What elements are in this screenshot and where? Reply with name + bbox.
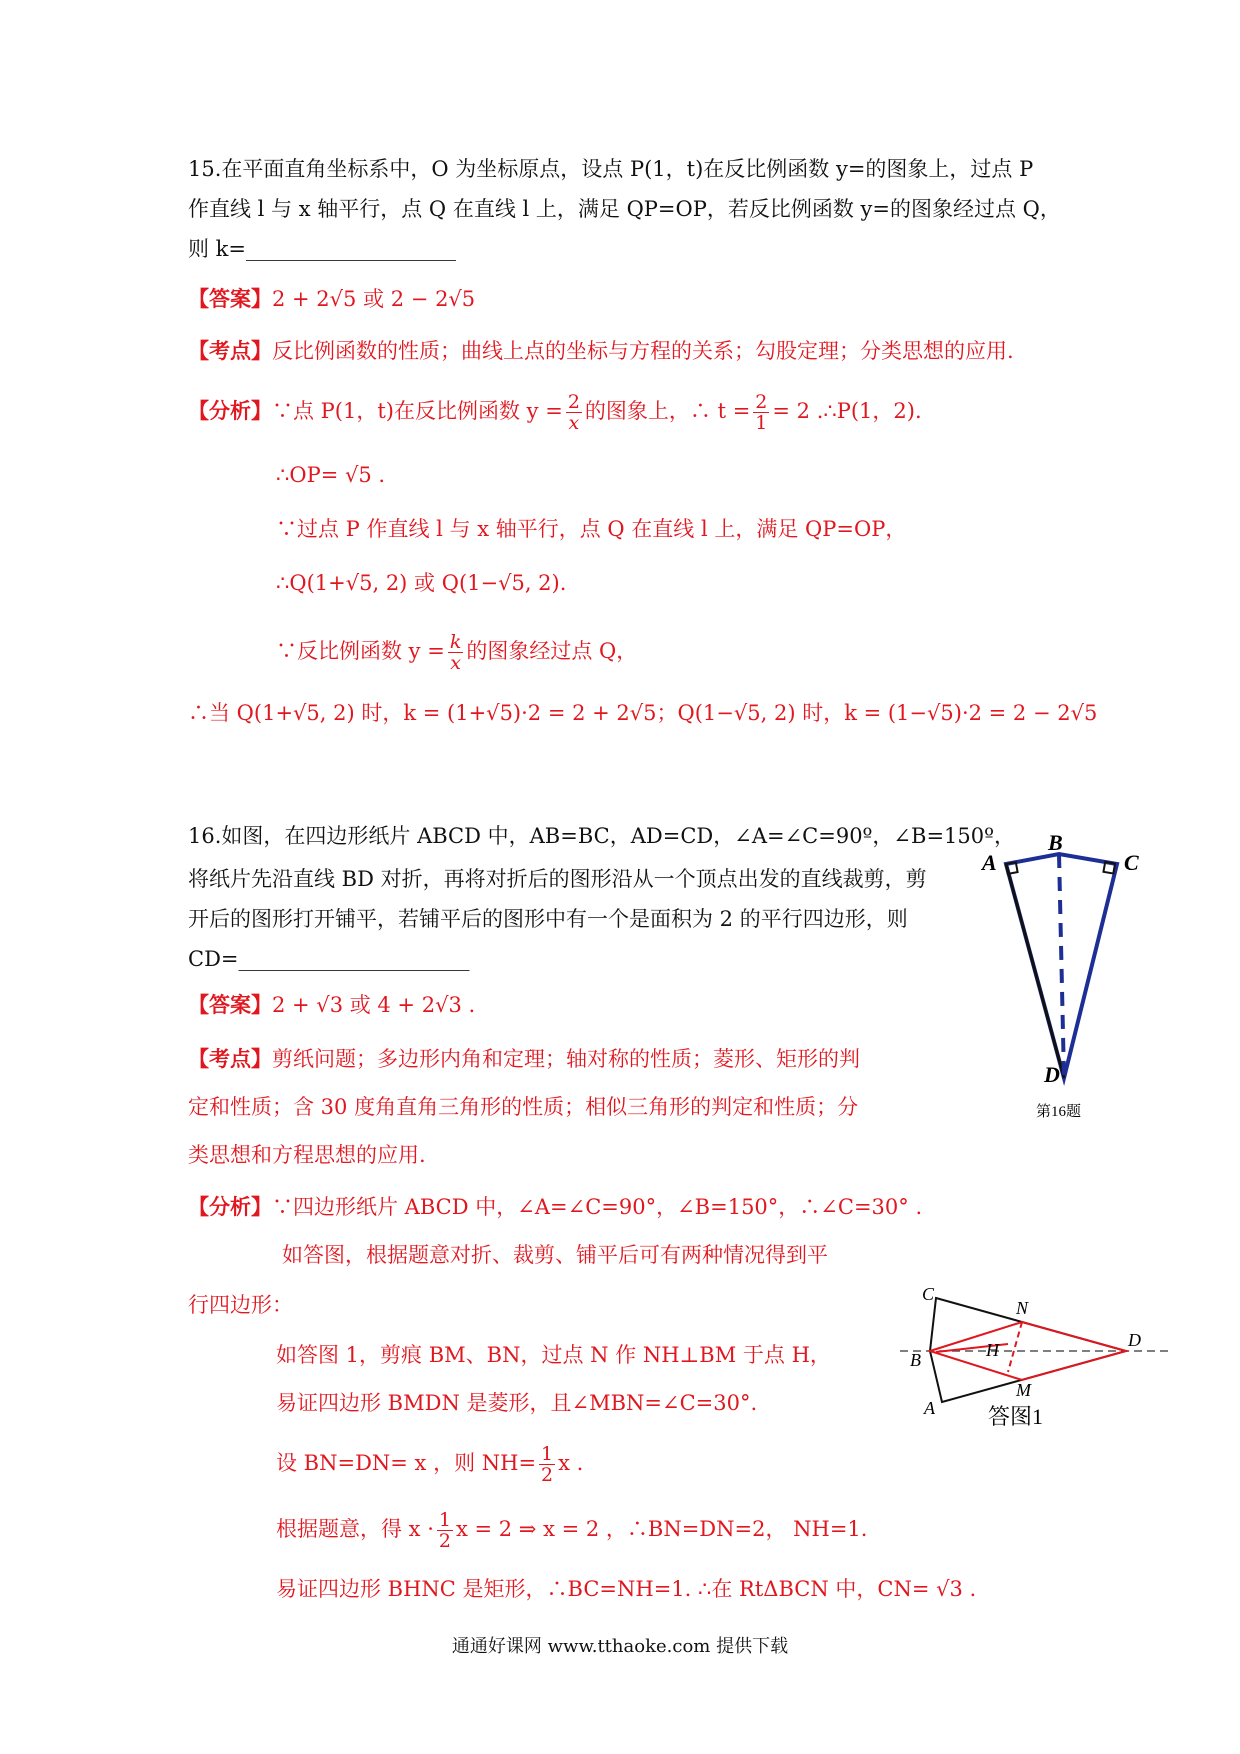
fraction-denominator: x: [568, 412, 580, 434]
kaodian-tag: 【考点】: [188, 1046, 272, 1071]
height-nh: [1008, 1322, 1022, 1372]
fraction-denominator: 2: [438, 1530, 451, 1552]
fenxi-text: 的图象上，∴ t =: [584, 399, 751, 423]
label-m: M: [1016, 1380, 1031, 1400]
q15-kaodian: [188, 336, 1014, 366]
q15-step-3: ∵过点 P 作直线 l 与 x 轴平行，点 Q 在直线 l 上，满足 QP=OP，: [276, 517, 907, 541]
q15-step-5: [276, 632, 637, 673]
answer-tag: 【答案】: [188, 286, 272, 311]
fenxi-text: x = 2 ⇒ x = 2 ，∴BN=DN=2， NH=1.: [455, 1517, 868, 1541]
vertex-label-b: B: [1048, 830, 1063, 855]
q16-line-1: 16.如图，在四边形纸片 ABCD 中，AB=BC，AD=CD，∠A=∠C=90º，∠B=150º，: [188, 824, 1016, 848]
label-d: D: [1128, 1330, 1141, 1350]
q16-fenxi-line-4: 如答图 1，剪痕 BM、BN，过点 N 作 NH⊥BM 于点 H，: [276, 1343, 831, 1367]
q15-answer: [188, 284, 475, 314]
kaodian-tag: 【考点】: [188, 338, 272, 363]
q15-step-6: ∴当 Q(1+√5, 2) 时，k = (1+√5)·2 = 2 + 2√5；Q(1−√5, 2) 时，k = (1−√5)·2 = 2 − 2√5: [188, 701, 1098, 725]
q15-line-1: 15.在平面直角坐标系中，O 为坐标原点，设点 P(1，t)在反比例函数 y=的图象上，过点 P: [188, 157, 1034, 181]
label-c: C: [922, 1284, 935, 1304]
answer-text: 2 + √3 或 4 + 2√3 .: [272, 993, 476, 1017]
fraction-denominator: 1: [755, 412, 768, 434]
q16-kaodian-line-2: 定和性质；含 30 度角直角三角形的性质；相似三角形的判定和性质；分: [188, 1095, 859, 1119]
figure-16-caption: 第16题: [1036, 1104, 1082, 1120]
fraction-numerator: 2: [567, 391, 580, 413]
fold-line-bd: [1059, 854, 1064, 1078]
q15-fenxi-line-1: [188, 392, 922, 433]
q16-fenxi-line-8: 易证四边形 BHNC 是矩形，∴BC=NH=1. ∴在 RtΔBCN 中，CN= √3 .: [276, 1577, 977, 1601]
fraction: [753, 392, 769, 433]
figure-16: [960, 820, 1180, 1140]
q16-answer: [188, 990, 475, 1020]
side-ad: [1006, 864, 1064, 1078]
fraction: [437, 1510, 453, 1551]
fraction-numerator: 1: [541, 1443, 554, 1465]
fraction: [566, 392, 582, 433]
q16-fenxi-line-3: 行四边形：: [188, 1293, 293, 1317]
answer-figure-1: [896, 1284, 1176, 1444]
vertex-label-c: C: [1124, 850, 1139, 875]
label-n: N: [1016, 1298, 1029, 1318]
q15-line-2: 作直线 l 与 x 轴平行，点 Q 在直线 l 上，满足 QP=OP，若反比例函数 y=的图象经过点 Q，: [188, 197, 1061, 221]
footer-source: 通通好课网 www.tthaoke.com 提供下载: [451, 1636, 789, 1657]
vertex-label-a: A: [982, 850, 997, 875]
q16-kaodian-line-3: 类思想和方程思想的应用.: [188, 1143, 426, 1167]
fenxi-text: 根据题意，得 x ·: [276, 1517, 434, 1541]
fenxi-text: ∵四边形纸片 ABCD 中，∠A=∠C=90°，∠B=150°，∴∠C=30° .: [272, 1195, 923, 1219]
q16-fenxi-line-7: [276, 1510, 867, 1551]
q15-line-3: 则 k=____________________: [188, 237, 456, 261]
kaodian-text: 反比例函数的性质；曲线上点的坐标与方程的关系；勾股定理；分类思想的应用.: [272, 339, 1014, 363]
kaodian-text: 剪纸问题；多边形内角和定理；轴对称的性质；菱形、矩形的判: [272, 1047, 860, 1071]
q16-line-3: 开后的图形打开铺平，若铺平后的图形中有一个是面积为 2 的平行四边形，则: [188, 907, 908, 931]
fenxi-text: x .: [558, 1451, 584, 1475]
label-h: H: [986, 1340, 999, 1360]
label-b: B: [910, 1350, 921, 1370]
label-a: A: [924, 1398, 935, 1418]
answer-tag: 【答案】: [188, 992, 272, 1017]
fraction-denominator: x: [450, 652, 461, 674]
fenxi-tag: 【分析】: [188, 398, 272, 423]
q16-kaodian: [188, 1044, 860, 1074]
answer-text: 2 + 2√5 或 2 − 2√5: [272, 287, 476, 311]
fenxi-text: 设 BN=DN= x ，则 NH=: [276, 1451, 537, 1475]
q15-step-4: ∴Q(1+√5, 2) 或 Q(1−√5, 2).: [276, 571, 567, 595]
fraction: [539, 1444, 555, 1485]
q16-fenxi-line-6: [276, 1444, 583, 1485]
fraction-numerator: 2: [755, 391, 768, 413]
fraction-denominator: 2: [541, 1464, 554, 1486]
q15-op: ∴OP= √5 .: [276, 463, 386, 487]
fraction: [448, 632, 464, 673]
q16-fenxi-line-2: 如答图，根据题意对折、裁剪、铺平后可有两种情况得到平: [282, 1243, 828, 1267]
fenxi-text: = 2 .∴P(1，2).: [772, 399, 922, 423]
fenxi-tag: 【分析】: [188, 1194, 272, 1219]
step-text: ∵反比例函数 y =: [276, 639, 445, 663]
fraction-numerator: 1: [438, 1509, 451, 1531]
step-text: 的图象经过点 Q，: [466, 639, 638, 663]
q16-fenxi-line-1: [188, 1192, 922, 1222]
fraction-numerator: k: [449, 631, 462, 653]
vertex-label-d: D: [1044, 1062, 1060, 1087]
answer-figure-caption: 答图1: [988, 1404, 1044, 1429]
q16-line-4: CD=______________________: [188, 947, 470, 971]
q16-fenxi-line-5: 易证四边形 BMDN 是菱形，且∠MBN=∠C=30°.: [276, 1391, 758, 1415]
fenxi-text: ∵点 P(1，t)在反比例函数 y =: [272, 399, 563, 423]
q16-line-2: 将纸片先沿直线 BD 对折，再将对折后的图形沿从一个顶点出发的直线裁剪，剪: [188, 867, 927, 891]
